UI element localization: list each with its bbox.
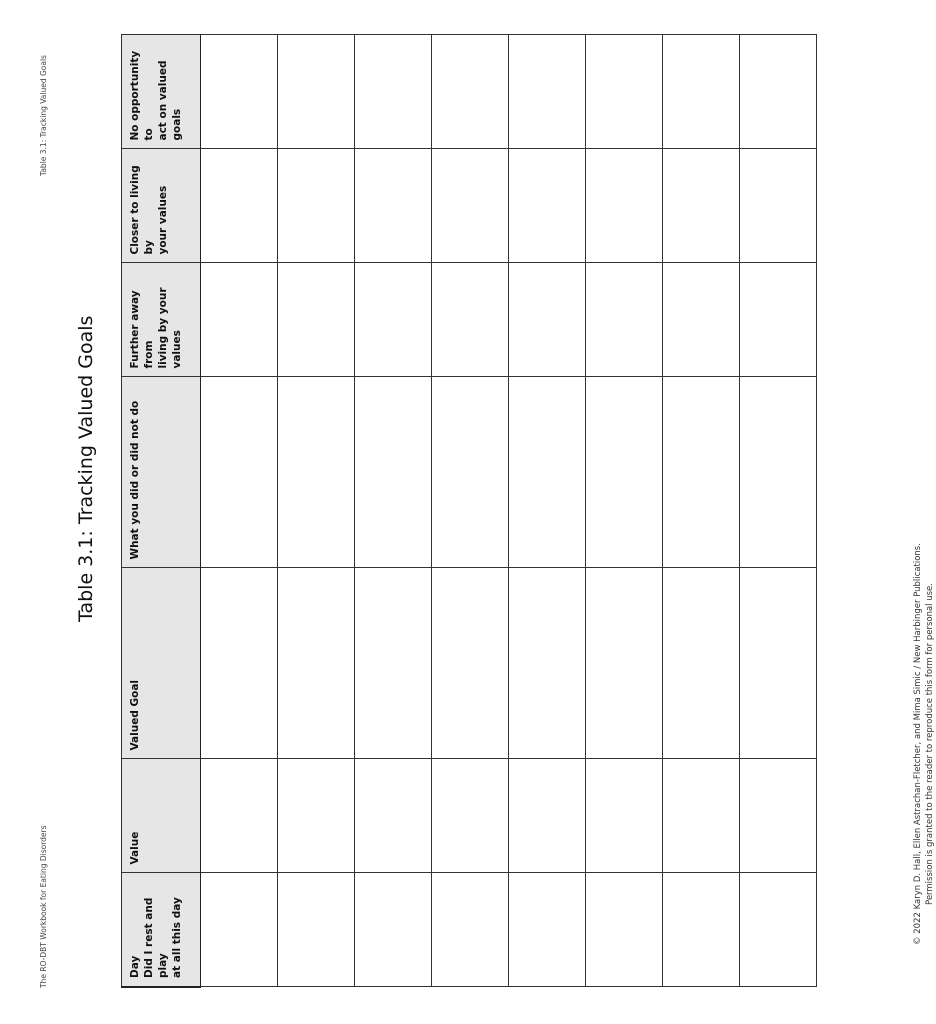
- table-cell[interactable]: [355, 568, 432, 759]
- header-further-away: [122, 263, 201, 377]
- table-row: [201, 35, 278, 987]
- header-no-opportunity-line-1: No opportunity to: [129, 50, 155, 141]
- table-cell[interactable]: [355, 263, 432, 377]
- table-cell[interactable]: [663, 149, 740, 263]
- table-cell[interactable]: [586, 568, 663, 759]
- table-cell[interactable]: [663, 377, 740, 568]
- table-cell[interactable]: [740, 568, 817, 759]
- header-closer-to-living: [122, 149, 201, 263]
- table-row: [663, 35, 740, 987]
- table-cell[interactable]: [201, 263, 278, 377]
- table-cell[interactable]: [586, 377, 663, 568]
- header-no-opportunity-line-2: act on valued goals: [157, 60, 183, 141]
- table-cell[interactable]: [201, 377, 278, 568]
- table-cell[interactable]: [663, 873, 740, 987]
- table-cell[interactable]: [278, 759, 355, 873]
- table-cell[interactable]: [432, 35, 509, 149]
- table-cell[interactable]: [740, 263, 817, 377]
- table-cell[interactable]: [663, 35, 740, 149]
- table-cell[interactable]: [355, 759, 432, 873]
- table-cell[interactable]: [740, 873, 817, 987]
- table-cell[interactable]: [432, 759, 509, 873]
- table-cell[interactable]: [201, 149, 278, 263]
- table-row: [509, 35, 586, 987]
- copyright-line-2: Permission is granted to the reader to reproduce this form for personal use.: [925, 583, 935, 905]
- header-further-away-line-2: living by your: [157, 287, 169, 369]
- header-valued-goal-line-1: Valued Goal: [129, 679, 141, 751]
- table-cell[interactable]: [509, 568, 586, 759]
- table-cell[interactable]: [278, 873, 355, 987]
- tracking-valued-goals-table: [121, 35, 817, 989]
- table-cell[interactable]: [355, 873, 432, 987]
- table-cell[interactable]: [355, 35, 432, 149]
- header-day-line-1: Day: [129, 955, 141, 978]
- table-cell[interactable]: [432, 377, 509, 568]
- header-no-opportunity: [122, 35, 201, 149]
- table-cell[interactable]: [355, 149, 432, 263]
- table-cell[interactable]: [586, 149, 663, 263]
- running-header-book: The RO-DBT Workbook for Eating Disorders: [39, 825, 48, 988]
- header-what-you-did: [122, 377, 201, 568]
- table-row: [278, 35, 355, 987]
- table-cell[interactable]: [432, 263, 509, 377]
- table-cell[interactable]: [740, 149, 817, 263]
- table-cell[interactable]: [432, 873, 509, 987]
- header-further-away-line-1: Further away from: [129, 290, 155, 369]
- table-cell[interactable]: [201, 873, 278, 987]
- table-cell[interactable]: [509, 35, 586, 149]
- header-value: [122, 759, 201, 873]
- copyright-line-1: © 2022 Karyn D. Hall, Ellen Astrachan-Fletcher, and Mima Simic / New Harbinger Publications.: [913, 543, 923, 945]
- header-day-line-2: Did I rest and play: [143, 897, 169, 978]
- table-cell[interactable]: [278, 568, 355, 759]
- table-cell[interactable]: [509, 263, 586, 377]
- table-cell[interactable]: [278, 35, 355, 149]
- header-value-line-1: Value: [129, 831, 141, 865]
- table-cell[interactable]: [586, 759, 663, 873]
- header-day: [122, 873, 201, 987]
- table-row: [740, 35, 817, 987]
- header-what-you-did-line-1: What you did or did not do: [129, 400, 141, 560]
- table-cell[interactable]: [663, 759, 740, 873]
- table-cell[interactable]: [509, 759, 586, 873]
- table-header-row: [122, 35, 201, 987]
- header-further-away-line-3: values: [171, 330, 183, 369]
- header-day-line-3: at all this day: [171, 897, 183, 978]
- table-row: [432, 35, 509, 987]
- table-cell[interactable]: [586, 35, 663, 149]
- table-cell[interactable]: [509, 377, 586, 568]
- header-closer-line-1: Closer to living by: [129, 165, 155, 255]
- header-closer-line-2: your values: [157, 185, 169, 255]
- table-cell[interactable]: [663, 568, 740, 759]
- table-cell[interactable]: [355, 377, 432, 568]
- header-valued-goal: [122, 568, 201, 759]
- table-cell[interactable]: [201, 35, 278, 149]
- table-row: [586, 35, 663, 987]
- running-header-section: Table 3.1: Tracking Valued Goals: [39, 55, 48, 176]
- table-cell[interactable]: [278, 263, 355, 377]
- table-cell[interactable]: [740, 377, 817, 568]
- table-cell[interactable]: [201, 759, 278, 873]
- table-cell[interactable]: [278, 149, 355, 263]
- table-cell[interactable]: [740, 759, 817, 873]
- table-cell[interactable]: [432, 568, 509, 759]
- table-row: [355, 35, 432, 987]
- table-cell[interactable]: [432, 149, 509, 263]
- table-cell[interactable]: [586, 263, 663, 377]
- copyright-notice: [912, 524, 936, 964]
- table-cell[interactable]: [509, 873, 586, 987]
- table-cell[interactable]: [663, 263, 740, 377]
- table-cell[interactable]: [509, 149, 586, 263]
- page-title: Table 3.1: Tracking Valued Goals: [75, 315, 97, 622]
- table-cell[interactable]: [740, 35, 817, 149]
- table-cell[interactable]: [278, 377, 355, 568]
- table-cell[interactable]: [201, 568, 278, 759]
- table-cell[interactable]: [586, 873, 663, 987]
